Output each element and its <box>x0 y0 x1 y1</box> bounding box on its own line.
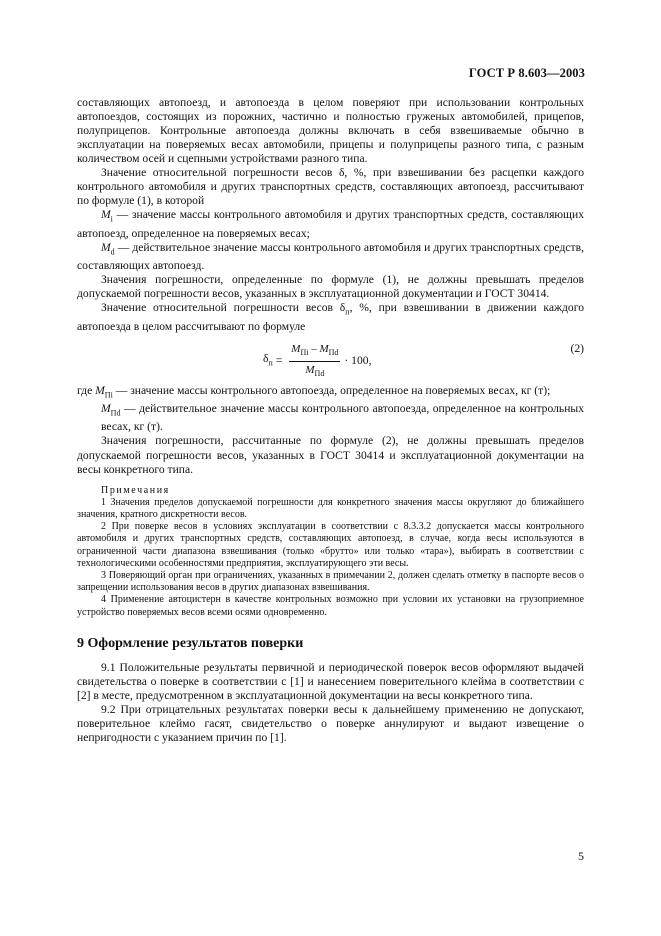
den-m: M <box>305 363 315 376</box>
paragraph-continuation: составляющих автопоезд, и автопоезда в целом поверяют при использовании контрольных автопоездов, состоящих из порожних, частично и полностью груженых автомобилей, прицепов, полуприцепов. Контрольные автопоезда должны включать в себя взвешиваемые обычно в эксплуатации на поверяемых весах автомобили, прицепы и полуприцепы разного типа, с разным количеством осей и сцепными устройствами разного типа. <box>77 96 584 166</box>
definition-mpd-text: — действительное значение массы контрольного автопоезда, определенное на контрольных весах, кг (т). <box>101 402 584 434</box>
definition-mi-text: — значение массы контрольного автомобиля и других транспортных средств, составляющих автопоезд, определенное на поверяемых весах; <box>77 208 584 240</box>
formula-equals: = <box>275 354 283 368</box>
note-2: 2 При поверке весов в условиях эксплуатации в соответствии с 8.3.3.2 допускается массы контрольного автомобиля и других транспортных средств, составляющих автопоезд, в случае, когда весы используются в ограниченной части диапазона взвешивания (только «брутто» или только «тара»), выбирать в соответствии с технологическими особенностями предприятия, эксплуатирующего эти весы. <box>77 521 584 569</box>
notes-block <box>77 485 584 619</box>
symbol-md-sub: d <box>110 247 115 257</box>
notes-title: Примечания <box>101 484 170 496</box>
formula-lhs <box>263 352 273 370</box>
definition-mpi <box>77 384 584 402</box>
definition-mpi-text: — значение массы контрольного автопоезда, определенное на поверяемых весах, кг (т); <box>112 383 551 397</box>
paragraph-9-2: 9.2 При отрицательных результатах поверки весы к дальнейшему применению не допускают, поверительное клеймо гасят, свидетельство о поверке аннулируют и выдают извещение о непригодности с указанием причин по [1]. <box>77 703 584 745</box>
paragraph-error-limits-1: Значения погрешности, определенные по формуле (1), не должны превышать пределов допускаемой погрешности весов, указанных в эксплуатационной документации и ГОСТ 30414. <box>77 273 584 301</box>
symbol-mi-sub: i <box>110 214 113 224</box>
formula-fraction <box>289 342 340 381</box>
formula-numerator <box>289 342 340 362</box>
definition-mi <box>77 208 584 240</box>
paragraph-relative-error: Значение относительной погрешности весов δ, %, при взвешивании без расцепки каждого контрольного автомобиля и других транспортных средств, составляющих автопоезд, рассчитывают по формуле (1), в которой <box>77 166 584 208</box>
num-m2: M <box>319 342 329 355</box>
formula-expression <box>263 342 371 381</box>
definition-md <box>77 241 584 273</box>
num-m1: M <box>291 342 301 355</box>
symbol-mpd: M <box>101 402 111 416</box>
formula-lhs-symbol: δ <box>263 352 269 366</box>
where-prefix: где <box>77 383 96 397</box>
paragraph-error-limits-2: Значения погрешности, рассчитанные по формуле (2), не должны превышать пределов допускаемой погрешности весов, указанных в ГОСТ 30414 и эксплуатационной документации на весы конкретного типа. <box>77 434 584 476</box>
formula-lhs-sub: п <box>268 358 273 368</box>
formula-number: (2) <box>570 341 584 355</box>
section-9-title: 9 Оформление результатов поверки <box>77 635 304 651</box>
formula-2 <box>77 340 584 378</box>
symbol-mpd-sub: Пd <box>110 408 121 418</box>
symbol-mpi: M <box>95 383 105 397</box>
page-number: 5 <box>578 849 584 863</box>
definition-md-text: — действительное значение массы контрольного автомобиля и других транспортных средств, составляющих автопоезд. <box>77 240 584 273</box>
note-4: 4 Применение автоцистерн в качестве контрольных возможно при условии их установки на грузоприемное устройство поверяемых весов всеми осями одновременно. <box>77 594 584 618</box>
paragraph-train-error-a: Значение относительной погрешности весов δ <box>101 301 346 315</box>
formula-denominator <box>305 362 324 381</box>
symbol-md: M <box>101 240 111 254</box>
paragraph-9-1: 9.1 Положительные результаты первичной и периодической поверок весов оформляют выдачей свидетельства о поверке в соответствии с [1] и нанесением поверительного клейма в соответствии с [2] в месте, предусмотренном в эксплуатационной документации на весы конкретного типа. <box>77 660 584 702</box>
formula-tail: · 100, <box>344 354 372 368</box>
num-m1-sub: Пi <box>300 347 309 357</box>
den-m-sub: Пd <box>314 369 325 379</box>
definition-mpd <box>77 402 584 434</box>
note-3: 3 Поверяющий орган при ограничениях, указанных в примечании 2, должен сделать отметку в паспорте весов о запрещении использования весов в других диапазонах взвешивания. <box>77 570 584 594</box>
document-body <box>77 96 584 745</box>
document-header: ГОСТ Р 8.603—2003 <box>468 66 585 80</box>
paragraph-train-error <box>77 301 584 333</box>
symbol-mpi-sub: Пi <box>104 390 113 399</box>
num-minus: – <box>308 342 320 355</box>
num-m2-sub: Пd <box>328 347 339 357</box>
paragraph-train-error-b: , %, при взвешивании в движении каждого автопоезда в целом рассчитывают по формуле <box>77 301 584 333</box>
note-1: 1 Значения пределов допускаемой погрешности для конкретного значения массы округляют до ближайшего значения, кратного дискретности весов. <box>77 496 584 520</box>
symbol-mi: M <box>101 208 111 222</box>
delta-sub: п <box>345 307 350 317</box>
